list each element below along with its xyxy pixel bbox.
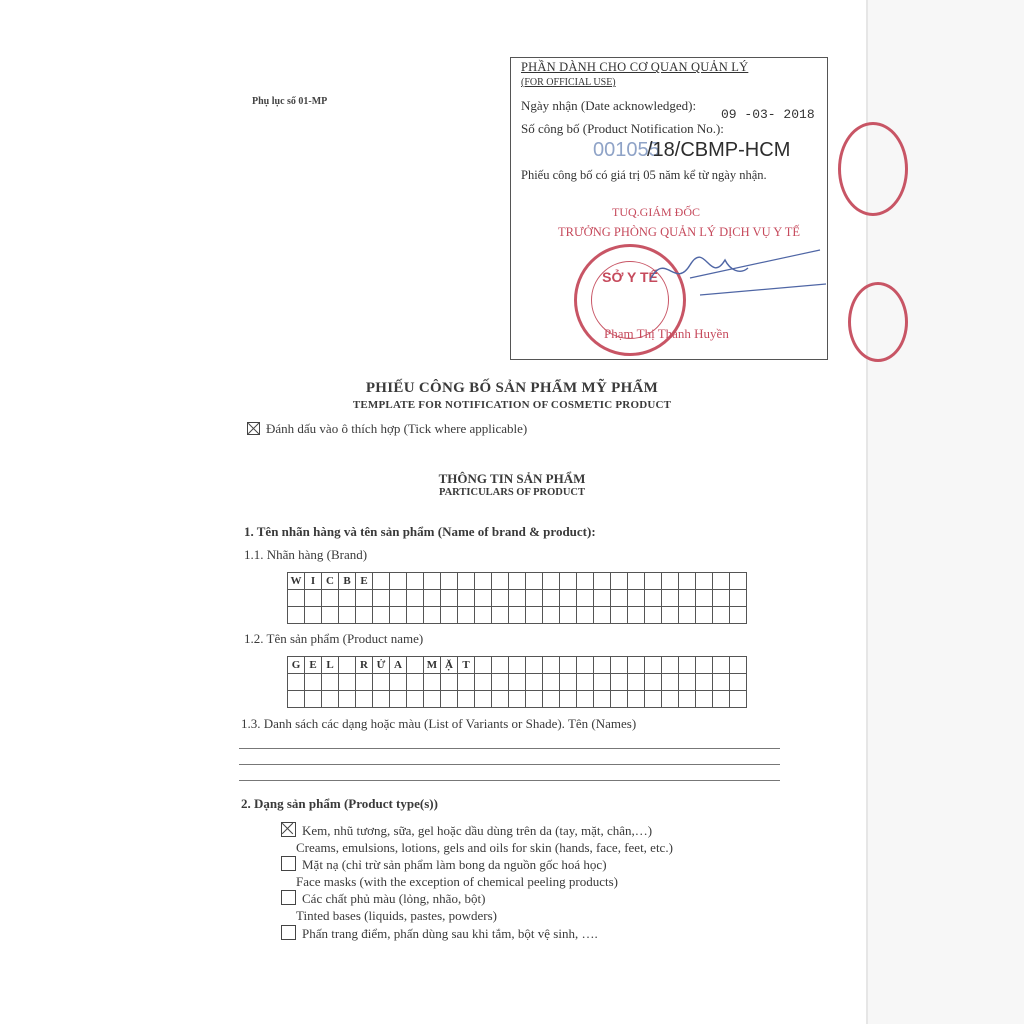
grid-cell[interactable] — [526, 573, 543, 590]
product-grid-row — [288, 674, 747, 691]
grid-cell[interactable] — [577, 573, 594, 590]
grid-cell[interactable]: M — [424, 657, 441, 674]
appendix-label: Phụ lục số 01-MP — [252, 96, 328, 107]
grid-cell[interactable] — [594, 573, 611, 590]
grid-cell[interactable] — [713, 657, 730, 674]
grid-cell[interactable]: T — [458, 657, 475, 674]
grid-cell[interactable] — [407, 657, 424, 674]
product-type-option-4[interactable] — [281, 925, 598, 942]
grid-cell[interactable]: A — [390, 657, 407, 674]
product-name-label: 1.2. Tên sản phẩm (Product name) — [244, 631, 424, 646]
signer-name: Phạm Thị Thanh Huyền — [604, 326, 729, 341]
seal-text: SỞ Y TẾ — [602, 269, 658, 285]
notification-number-label: Số công bố (Product Notification No.): — [521, 121, 724, 136]
grid-cell[interactable] — [509, 657, 526, 674]
section-title-en: PARTICULARS OF PRODUCT — [438, 487, 586, 498]
grid-cell[interactable] — [509, 573, 526, 590]
grid-cell[interactable]: Ử — [373, 657, 390, 674]
option-3-en: Tinted bases (liquids, pastes, powders) — [296, 908, 498, 923]
grid-cell[interactable]: E — [305, 657, 322, 674]
validity-note: Phiếu công bố có giá trị 05 năm kể từ ngày nhận. — [521, 168, 767, 182]
variants-line-3[interactable] — [239, 780, 780, 781]
grid-cell[interactable] — [730, 573, 747, 590]
option-1-vi: Kem, nhũ tương, sữa, gel hoặc dầu dùng trên da (tay, mặt, chân,…) — [302, 823, 653, 838]
grid-cell[interactable] — [475, 657, 492, 674]
product-type-option-1[interactable] — [281, 822, 652, 839]
grid-cell[interactable] — [730, 657, 747, 674]
brand-grid-row — [288, 590, 747, 607]
section-title: THÔNG TIN SẢN PHẨM — [438, 471, 586, 486]
partial-seal-top-icon — [838, 122, 908, 216]
grid-cell[interactable]: R — [356, 657, 373, 674]
grid-cell[interactable] — [594, 657, 611, 674]
option-2-vi: Mặt nạ (chỉ trừ sản phẩm làm bong da nguồn gốc hoá học) — [302, 857, 607, 872]
option-3-checkbox[interactable] — [281, 890, 296, 905]
grid-cell[interactable]: G — [288, 657, 305, 674]
grid-cell[interactable] — [696, 657, 713, 674]
variants-line-2[interactable] — [239, 764, 780, 765]
grid-cell[interactable]: E — [356, 573, 373, 590]
signer-title-2: TRƯỞNG PHÒNG QUẢN LÝ DỊCH VỤ Y TẾ — [558, 225, 800, 239]
brand-grid[interactable] — [287, 572, 747, 624]
product-type-option-3[interactable] — [281, 890, 485, 907]
grid-cell[interactable] — [373, 573, 390, 590]
tick-note — [247, 421, 527, 437]
brand-label: 1.1. Nhãn hàng (Brand) — [244, 547, 368, 562]
notification-number-suffix: /18/CBMP-HCM — [647, 139, 791, 161]
form-title: PHIẾU CÔNG BỐ SẢN PHẨM MỸ PHẨM — [365, 380, 659, 396]
date-acknowledged-value: 09 -03- 2018 — [721, 107, 815, 122]
notification-number-prefix: 001055 — [593, 139, 660, 161]
brand-grid-row — [288, 573, 747, 590]
grid-cell[interactable]: W — [288, 573, 305, 590]
grid-cell[interactable] — [543, 657, 560, 674]
grid-cell[interactable] — [407, 573, 424, 590]
grid-cell[interactable] — [441, 573, 458, 590]
grid-cell[interactable]: Ặ — [441, 657, 458, 674]
partial-seal-bottom-icon — [848, 282, 908, 362]
grid-cell[interactable] — [390, 573, 407, 590]
tick-example-checkbox — [247, 422, 260, 435]
grid-cell[interactable] — [679, 657, 696, 674]
option-4-checkbox[interactable] — [281, 925, 296, 940]
option-3-vi: Các chất phủ màu (lỏng, nhão, bột) — [302, 891, 486, 906]
brand-grid-row — [288, 607, 747, 624]
option-1-en: Creams, emulsions, lotions, gels and oils for skin (hands, face, feet, etc.) — [296, 840, 673, 855]
official-use-subtitle: (FOR OFFICIAL USE) — [521, 77, 616, 88]
signer-title-1: TUQ.GIÁM ĐỐC — [612, 205, 700, 219]
product-grid-row — [288, 657, 747, 674]
grid-cell[interactable]: C — [322, 573, 339, 590]
grid-cell[interactable] — [662, 657, 679, 674]
grid-cell[interactable] — [560, 657, 577, 674]
grid-cell[interactable] — [424, 573, 441, 590]
product-name-grid[interactable] — [287, 656, 747, 708]
option-1-checkbox[interactable] — [281, 822, 296, 837]
variants-line-1[interactable] — [239, 748, 780, 749]
official-use-title: PHẦN DÀNH CHO CƠ QUAN QUẢN LÝ — [521, 60, 749, 74]
grid-cell[interactable] — [577, 657, 594, 674]
grid-cell[interactable]: I — [305, 573, 322, 590]
product-type-option-2[interactable] — [281, 856, 607, 873]
tick-note-text: Đánh dấu vào ô thích hợp (Tick where applicable) — [266, 421, 528, 436]
grid-cell[interactable] — [628, 573, 645, 590]
grid-cell[interactable] — [339, 657, 356, 674]
grid-cell[interactable] — [458, 573, 475, 590]
variants-label: 1.3. Danh sách các dạng hoặc màu (List of Variants or Shade). Tên (Names) — [241, 716, 637, 731]
form-title-en: TEMPLATE FOR NOTIFICATION OF COSMETIC PRODUCT — [352, 399, 672, 411]
grid-cell[interactable] — [713, 573, 730, 590]
option-4-vi: Phấn trang điểm, phấn dùng sau khi tắm, bột vệ sinh, …. — [302, 926, 598, 941]
grid-cell[interactable] — [492, 657, 509, 674]
grid-cell[interactable]: B — [339, 573, 356, 590]
grid-cell[interactable] — [560, 573, 577, 590]
grid-cell[interactable] — [662, 573, 679, 590]
option-2-checkbox[interactable] — [281, 856, 296, 871]
grid-cell[interactable] — [696, 573, 713, 590]
question-1-heading: 1. Tên nhãn hàng và tên sản phẩm (Name of brand & product): — [244, 524, 596, 539]
product-grid-row — [288, 691, 747, 708]
grid-cell[interactable] — [645, 657, 662, 674]
grid-cell[interactable] — [543, 573, 560, 590]
date-acknowledged-label: Ngày nhận (Date acknowledged): — [521, 98, 697, 113]
grid-cell[interactable] — [526, 657, 543, 674]
grid-cell[interactable] — [645, 573, 662, 590]
grid-cell[interactable] — [475, 573, 492, 590]
question-2-heading: 2. Dạng sản phẩm (Product type(s)) — [241, 796, 438, 811]
signature-icon — [630, 240, 830, 310]
option-2-en: Face masks (with the exception of chemical peeling products) — [296, 874, 619, 889]
grid-cell[interactable] — [611, 657, 628, 674]
grid-cell[interactable] — [628, 657, 645, 674]
grid-cell[interactable] — [492, 573, 509, 590]
grid-cell[interactable] — [679, 573, 696, 590]
grid-cell[interactable]: L — [322, 657, 339, 674]
grid-cell[interactable] — [611, 573, 628, 590]
